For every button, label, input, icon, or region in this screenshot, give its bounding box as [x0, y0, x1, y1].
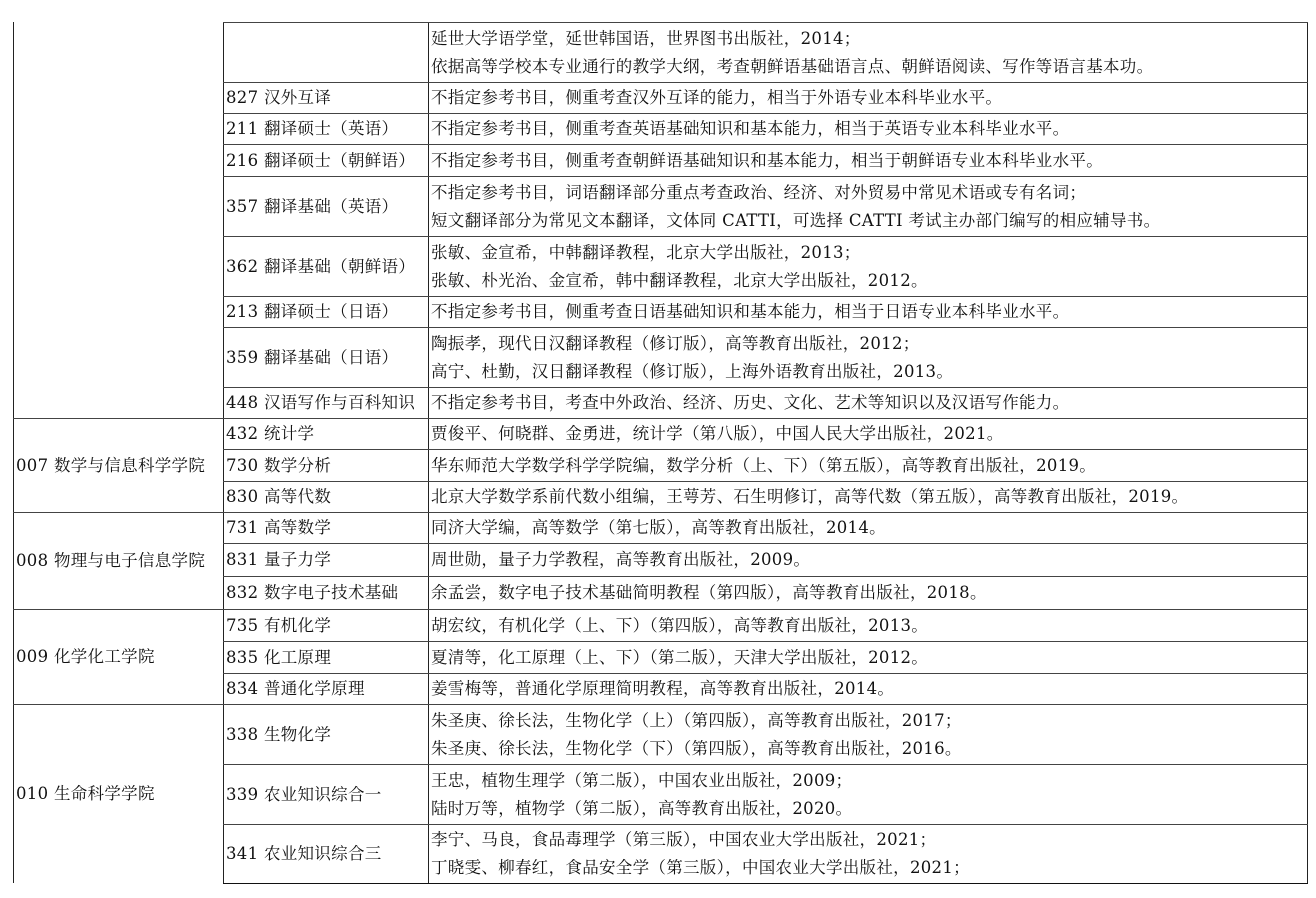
reference-cell — [429, 544, 1307, 576]
subject-label: 339 农业知识综合一 — [226, 784, 382, 804]
subject-cell — [224, 145, 428, 176]
table-border-right — [1307, 22, 1308, 884]
reference-cell — [429, 450, 1307, 481]
reference-cell — [429, 674, 1307, 704]
reference-cell — [429, 577, 1307, 609]
reference-cell — [429, 705, 1307, 764]
subject-cell — [224, 610, 428, 641]
subject-label: 213 翻译硕士（日语） — [226, 302, 399, 321]
subject-cell — [224, 237, 428, 296]
reference-line: 不指定参考书目，侧重考查英语基础知识和基本能力，相当于英语专业本科毕业水平。 — [431, 119, 1070, 138]
reference-line: 华东师范大学数学科学学院编，数学分析（上、下）（第五版），高等教育出版社，2019。 — [431, 455, 1097, 475]
subject-cell — [224, 297, 428, 327]
reference-line: 不指定参考书目，侧重考查汉外互译的能力，相当于外语专业本科毕业水平。 — [431, 88, 1003, 107]
subject-label: 216 翻译硕士（朝鲜语） — [226, 150, 416, 170]
reference-line: 张敏、金宣希，中韩翻译教程，北京大学出版社，2013； — [431, 242, 861, 262]
reference-line: 延世大学语学堂，延世韩国语，世界图书出版社，2014； — [431, 28, 861, 48]
subject-cell — [224, 544, 428, 576]
subject-label: 831 量子力学 — [226, 550, 332, 569]
subject-label: 730 数学分析 — [226, 455, 332, 475]
reference-line: 朱圣庚、徐长法，生物化学（上）（第四版），高等教育出版社，2017； — [431, 710, 962, 730]
subject-cell — [224, 674, 428, 704]
college-cell — [14, 610, 223, 704]
subject-label: 731 高等数学 — [226, 518, 332, 537]
reference-cell — [429, 328, 1307, 387]
college-cell — [14, 705, 223, 883]
reference-cell — [429, 177, 1307, 236]
reference-line: 不指定参考书目，考查中外政治、经济、历史、文化、艺术等知识以及汉语写作能力。 — [431, 393, 1070, 412]
reference-line: 不指定参考书目，词语翻译部分重点考查政治、经济、对外贸易中常见术语或专有名词； — [431, 182, 1087, 202]
subject-cell — [224, 177, 428, 236]
subject-cell — [224, 114, 428, 144]
college-label: 010 生命科学学院 — [16, 784, 155, 803]
subject-label: 341 农业知识综合三 — [226, 844, 382, 863]
reference-line: 陆时万等，植物学（第二版），高等教育出版社，2020。 — [431, 798, 853, 818]
subject-cell — [224, 328, 428, 387]
subject-label: 735 有机化学 — [226, 615, 332, 635]
reference-cell — [429, 825, 1307, 883]
reference-line: 丁晓雯、柳春红，食品安全学（第三版），中国农业大学出版社，2021； — [431, 858, 970, 877]
reference-cell — [429, 419, 1307, 449]
reference-cell — [429, 482, 1307, 512]
reference-line: 不指定参考书目，侧重考查朝鲜语基础知识和基本能力，相当于朝鲜语专业本科毕业水平。 — [431, 150, 1103, 170]
subject-cell — [224, 83, 428, 113]
subject-cell — [224, 482, 428, 512]
subject-label: 834 普通化学原理 — [226, 679, 365, 698]
reference-line: 周世勋，量子力学教程，高等教育出版社，2009。 — [431, 550, 811, 569]
reference-line: 余孟尝，数字电子技术基础简明教程（第四版），高等教育出版社，2018。 — [431, 583, 987, 602]
reference-line: 不指定参考书目，侧重考查日语基础知识和基本能力，相当于日语专业本科毕业水平。 — [431, 302, 1070, 321]
reference-line: 北京大学数学系前代数小组编，王萼芳、石生明修订，高等代数（第五版），高等教育出版社，2019。 — [431, 487, 1189, 506]
reference-line: 王忠，植物生理学（第二版），中国农业出版社，2009； — [431, 770, 853, 790]
reference-line: 李宁、马良，食品毒理学（第三版），中国农业大学出版社，2021； — [431, 830, 937, 849]
subject-label: 827 汉外互译 — [226, 88, 332, 107]
subject-cell — [224, 765, 428, 824]
college-label: 009 化学化工学院 — [16, 647, 155, 666]
reference-line: 短文翻译部分为常见文本翻译，文体同 CATTI，可选择 CATTI 考试主办部门编写的相应辅导书。 — [431, 210, 1161, 230]
reference-cell — [429, 388, 1307, 418]
subject-label: 830 高等代数 — [226, 487, 332, 506]
subject-label: 835 化工原理 — [226, 647, 332, 667]
reference-line: 高宁、杜勤，汉日翻译教程（修订版），上海外语教育出版社，2013。 — [431, 361, 954, 381]
subject-cell — [224, 513, 428, 543]
reference-line: 姜雪梅等，普通化学原理简明教程，高等教育出版社，2014。 — [431, 679, 895, 698]
subject-cell — [224, 419, 428, 449]
subject-cell — [224, 450, 428, 481]
table-border-bottom — [223, 883, 1308, 884]
reference-cell — [429, 23, 1307, 82]
reference-cell — [429, 513, 1307, 543]
reference-cell — [429, 114, 1307, 144]
subject-cell — [224, 825, 428, 883]
reference-cell — [429, 237, 1307, 296]
subject-cell — [224, 388, 428, 418]
college-cell — [14, 513, 223, 609]
reference-cell — [429, 642, 1307, 673]
reference-cell — [429, 610, 1307, 641]
reference-line: 夏清等，化工原理（上、下）（第二版），天津大学出版社，2012。 — [431, 647, 929, 667]
subject-label: 832 数字电子技术基础 — [226, 583, 399, 602]
subject-cell — [224, 577, 428, 609]
reference-line: 陶振孝，现代日汉翻译教程（修订版），高等教育出版社，2012； — [431, 333, 920, 353]
college-label: 007 数学与信息科学学院 — [16, 455, 206, 475]
reference-cell — [429, 83, 1307, 113]
subject-label: 357 翻译基础（英语） — [226, 196, 399, 216]
reference-line: 依据高等学校本专业通行的教学大纲，考查朝鲜语基础语言点、朝鲜语阅读、写作等语言基本功。 — [431, 56, 1154, 76]
college-cell — [14, 419, 223, 512]
subject-cell — [224, 642, 428, 673]
subject-label: 338 生物化学 — [226, 724, 332, 744]
subject-label: 448 汉语写作与百科知识 — [226, 393, 416, 412]
subject-cell — [224, 705, 428, 764]
reference-cell — [429, 145, 1307, 176]
subject-label: 432 统计学 — [226, 424, 315, 443]
reference-line: 张敏、朴光治、金宣希，韩中翻译教程，北京大学出版社，2012。 — [431, 270, 928, 290]
reference-line: 同济大学编，高等数学（第七版），高等教育出版社，2014。 — [431, 518, 886, 537]
reference-line: 朱圣庚、徐长法，生物化学（下）（第四版），高等教育出版社，2016。 — [431, 738, 962, 758]
subject-label: 362 翻译基础（朝鲜语） — [226, 256, 416, 276]
subject-label: 359 翻译基础（日语） — [226, 347, 399, 367]
subject-label: 211 翻译硕士（英语） — [226, 119, 399, 138]
reference-cell — [429, 765, 1307, 824]
reference-line: 胡宏纹，有机化学（上、下）（第四版），高等教育出版社，2013。 — [431, 615, 929, 635]
college-label: 008 物理与电子信息学院 — [16, 551, 206, 570]
reference-cell — [429, 297, 1307, 327]
reference-line: 贾俊平、何晓群、金勇进，统计学（第八版），中国人民大学出版社，2021。 — [431, 424, 1004, 443]
subject-cell — [224, 23, 428, 82]
